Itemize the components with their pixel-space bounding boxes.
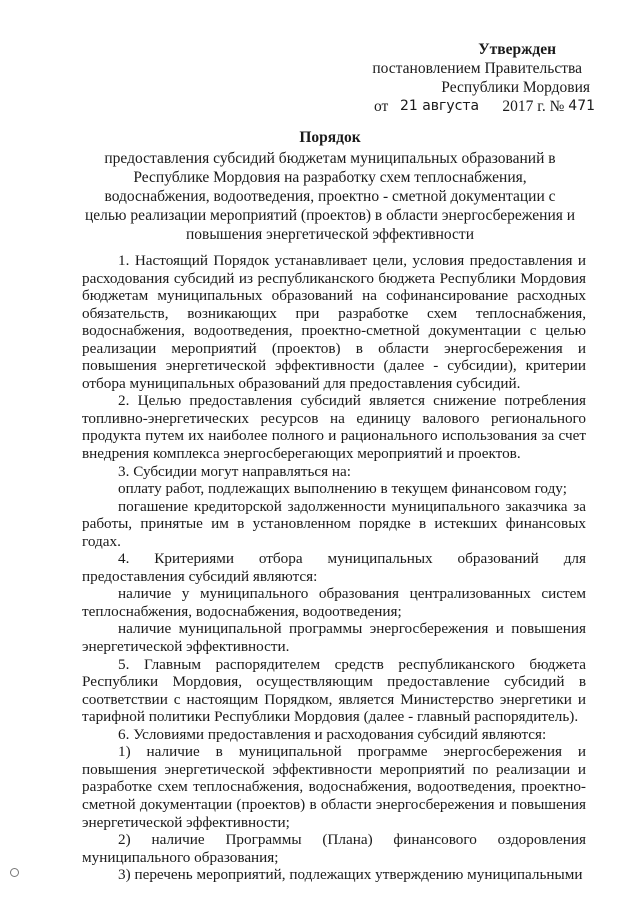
document-title: Порядок — [299, 129, 361, 146]
paragraph-3-item-1: оплату работ, подлежащих выполнению в текущем финансовом году; — [118, 480, 567, 498]
approval-line-government: постановлением Правительства — [372, 60, 582, 77]
approval-title: Утвержден — [478, 41, 556, 58]
paragraph-6-item-2: 2) наличие Программы (Плана) финансового оздоровления муниципального образования; — [82, 831, 586, 866]
approval-date-line — [370, 97, 600, 116]
paragraph-4-item-1: наличие у муниципального образования централизованных систем теплоснабжения, водоснабжения, водоотведения; — [82, 585, 586, 620]
document-body — [82, 252, 586, 884]
approval-line-republic: Республики Мордовия — [441, 79, 590, 96]
approval-block — [370, 40, 600, 116]
paragraph-2: 2. Целью предоставления субсидий является снижение потребления топливно-энергетических ресурсов на единицу валового регионального продукта путем их наиболее полного и рационального использования за счет внедрения комплекса энергосберегающих мероприятий и проектов. — [82, 392, 586, 463]
paragraph-1: 1. Настоящий Порядок устанавливает цели, условия предоставления и расходования субсидий из республиканского бюджета Республики Мордовия бюджетам муниципальных образований на софинансирование расходных обязательств, возникающих при разработке схем теплоснабжения, водоснабжения, водоотведения, проектно-сметной документации с целью реализации мероприятий (проектов) в области энергосбережения и повышения энергетической эффективности (далее - субсидии), критерии отбора муниципальных образований для предоставления субсидий. — [82, 252, 586, 392]
paragraph-5: 5. Главным распорядителем средств республиканского бюджета Республики Мордовия, осуществляющим предоставление субсидий в соответствии с настоящим Порядком, является Министерство энергетики и тарифной политики Республики Мордовия (далее - главный распорядитель). — [82, 655, 586, 726]
paragraph-3: 3. Субсидии могут направляться на: — [118, 462, 352, 480]
approval-year-text: 2017 г. № — [502, 98, 565, 115]
paragraph-6-item-1: 1) наличие в муниципальной программе энергосбережения и повышения энергетической эффективности мероприятий по реализации и разработке схем теплоснабжения, водоснабжения, водоотведения, проектно-сметной документации (проектов) в области энергосбережения и повышения энергетической эффективности; — [82, 743, 586, 831]
paragraph-6: 6. Условиями предоставления и расходования субсидий являются: — [118, 725, 547, 743]
paragraph-3-item-2: погашение кредиторской задолженности муниципального заказчика за работы, принятые им в установленном порядке в истекших финансовых годах. — [82, 497, 586, 550]
document-heading — [80, 128, 580, 244]
approval-date-prefix: от — [374, 98, 389, 115]
paragraph-6-item-3: 3) перечень мероприятий, подлежащих утверждению муниципальными — [118, 866, 583, 884]
paragraph-4-item-2: наличие муниципальной программы энергосбережения и повышения энергетической эффективности. — [82, 620, 586, 656]
approval-date-handwritten: 21 августа — [399, 98, 480, 114]
punch-hole-mark — [10, 868, 19, 877]
approval-number-handwritten: 471 — [568, 98, 596, 114]
document-subtitle: предоставления субсидий бюджетам муниципальных образований в Республике Мордовия на разработку схем теплоснабжения, водоснабжения, водоотведения, проектно - сметной документации с целью реализации мероприятий (проектов) в области энергосбережения и повышения энергетической эффективности — [84, 150, 576, 243]
paragraph-4: 4. Критериями отбора муниципальных образований для предоставления субсидий являются: — [82, 550, 586, 585]
